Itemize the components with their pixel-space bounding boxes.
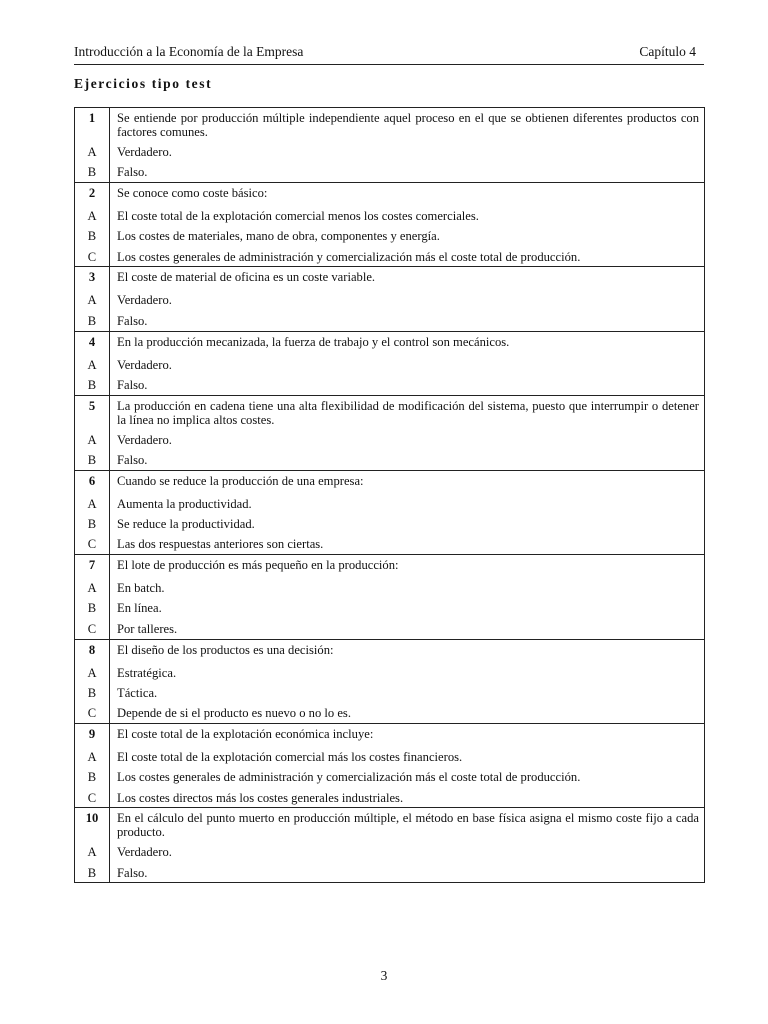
question-text: El coste de material de oficina es un coste variable. [110, 267, 705, 291]
question-number: 2 [75, 183, 110, 207]
option-text: Verdadero. [110, 142, 705, 162]
question-row [75, 808, 705, 843]
question-row [75, 470, 705, 494]
option-row [75, 290, 705, 310]
option-letter: A [75, 355, 110, 375]
option-text: Los costes generales de administración y comercialización más el coste total de producción. [110, 247, 705, 267]
question-row [75, 395, 705, 430]
option-text: En batch. [110, 578, 705, 598]
option-row [75, 788, 705, 808]
option-letter: A [75, 663, 110, 683]
question-text: En el cálculo del punto muerto en producción múltiple, el método en base física asigna el mismo coste fijo a cada producto. [110, 808, 705, 843]
option-text: Las dos respuestas anteriores son ciertas. [110, 534, 705, 554]
option-letter: B [75, 375, 110, 395]
option-row [75, 355, 705, 375]
option-row [75, 162, 705, 182]
question-number: 5 [75, 395, 110, 430]
question-text: En la producción mecanizada, la fuerza de trabajo y el control son mecánicos. [110, 331, 705, 355]
option-row [75, 767, 705, 787]
option-text: Aumenta la productividad. [110, 494, 705, 514]
option-text: Falso. [110, 311, 705, 331]
question-number: 8 [75, 639, 110, 663]
option-letter: B [75, 311, 110, 331]
question-row [75, 108, 705, 143]
question-number: 7 [75, 555, 110, 579]
question-number: 4 [75, 331, 110, 355]
option-row [75, 578, 705, 598]
option-text: Verdadero. [110, 290, 705, 310]
option-text: El coste total de la explotación comercial menos los costes comerciales. [110, 206, 705, 226]
quiz-table-body [75, 108, 705, 883]
book-title: Introducción a la Economía de la Empresa [74, 44, 304, 59]
option-row [75, 683, 705, 703]
chapter-label: Capítulo 4 [639, 44, 696, 59]
option-text: Falso. [110, 863, 705, 883]
question-number: 6 [75, 470, 110, 494]
option-letter: B [75, 162, 110, 182]
option-letter: B [75, 226, 110, 246]
option-letter: B [75, 683, 110, 703]
option-letter: C [75, 534, 110, 554]
option-text: Los costes generales de administración y comercialización más el coste total de producción. [110, 767, 705, 787]
option-row [75, 703, 705, 723]
option-text: Falso. [110, 375, 705, 395]
question-text: El diseño de los productos es una decisión: [110, 639, 705, 663]
page-number: 3 [380, 968, 388, 983]
question-row [75, 331, 705, 355]
option-row [75, 375, 705, 395]
option-letter: A [75, 747, 110, 767]
option-row [75, 863, 705, 883]
page-header [74, 42, 704, 65]
option-letter: C [75, 703, 110, 723]
option-letter: A [75, 842, 110, 862]
question-text: La producción en cadena tiene una alta flexibilidad de modificación del sistema, puesto que interrumpir o detener la línea no implica altos costes. [110, 395, 705, 430]
question-text: El lote de producción es más pequeño en la producción: [110, 555, 705, 579]
option-row [75, 619, 705, 639]
question-row [75, 555, 705, 579]
option-row [75, 747, 705, 767]
question-number: 10 [75, 808, 110, 843]
option-letter: C [75, 619, 110, 639]
option-text: Táctica. [110, 683, 705, 703]
option-letter: A [75, 290, 110, 310]
option-letter: A [75, 578, 110, 598]
option-text: Estratégica. [110, 663, 705, 683]
option-text: Por talleres. [110, 619, 705, 639]
question-text: Cuando se reduce la producción de una empresa: [110, 470, 705, 494]
option-row [75, 494, 705, 514]
option-letter: B [75, 514, 110, 534]
option-letter: B [75, 767, 110, 787]
option-text: Se reduce la productividad. [110, 514, 705, 534]
question-text: Se conoce como coste básico: [110, 183, 705, 207]
quiz-table [74, 107, 705, 883]
option-text: Verdadero. [110, 355, 705, 375]
question-number: 9 [75, 723, 110, 747]
option-letter: A [75, 206, 110, 226]
option-row [75, 598, 705, 618]
option-row [75, 534, 705, 554]
option-text: Los costes directos más los costes generales industriales. [110, 788, 705, 808]
option-letter: A [75, 142, 110, 162]
option-text: Verdadero. [110, 430, 705, 450]
question-row [75, 267, 705, 291]
question-number: 3 [75, 267, 110, 291]
option-text: En línea. [110, 598, 705, 618]
option-letter: B [75, 598, 110, 618]
option-row [75, 206, 705, 226]
option-text: El coste total de la explotación comercial más los costes financieros. [110, 747, 705, 767]
question-text: Se entiende por producción múltiple independiente aquel proceso en el que se obtienen diferentes productos con factores comunes. [110, 108, 705, 143]
question-row [75, 639, 705, 663]
option-text: Falso. [110, 162, 705, 182]
option-letter: A [75, 494, 110, 514]
option-row [75, 842, 705, 862]
option-text: Los costes de materiales, mano de obra, componentes y energía. [110, 226, 705, 246]
option-text: Depende de si el producto es nuevo o no lo es. [110, 703, 705, 723]
option-letter: A [75, 430, 110, 450]
option-row [75, 514, 705, 534]
option-letter: C [75, 788, 110, 808]
question-row [75, 723, 705, 747]
section-title: Ejercicios tipo test [74, 76, 213, 91]
option-letter: B [75, 863, 110, 883]
option-row [75, 311, 705, 331]
option-row [75, 430, 705, 450]
option-row [75, 142, 705, 162]
option-row [75, 247, 705, 267]
option-letter: C [75, 247, 110, 267]
question-row [75, 183, 705, 207]
question-number: 1 [75, 108, 110, 143]
question-text: El coste total de la explotación económica incluye: [110, 723, 705, 747]
option-text: Falso. [110, 450, 705, 470]
option-row [75, 663, 705, 683]
option-row [75, 226, 705, 246]
option-text: Verdadero. [110, 842, 705, 862]
option-letter: B [75, 450, 110, 470]
option-row [75, 450, 705, 470]
